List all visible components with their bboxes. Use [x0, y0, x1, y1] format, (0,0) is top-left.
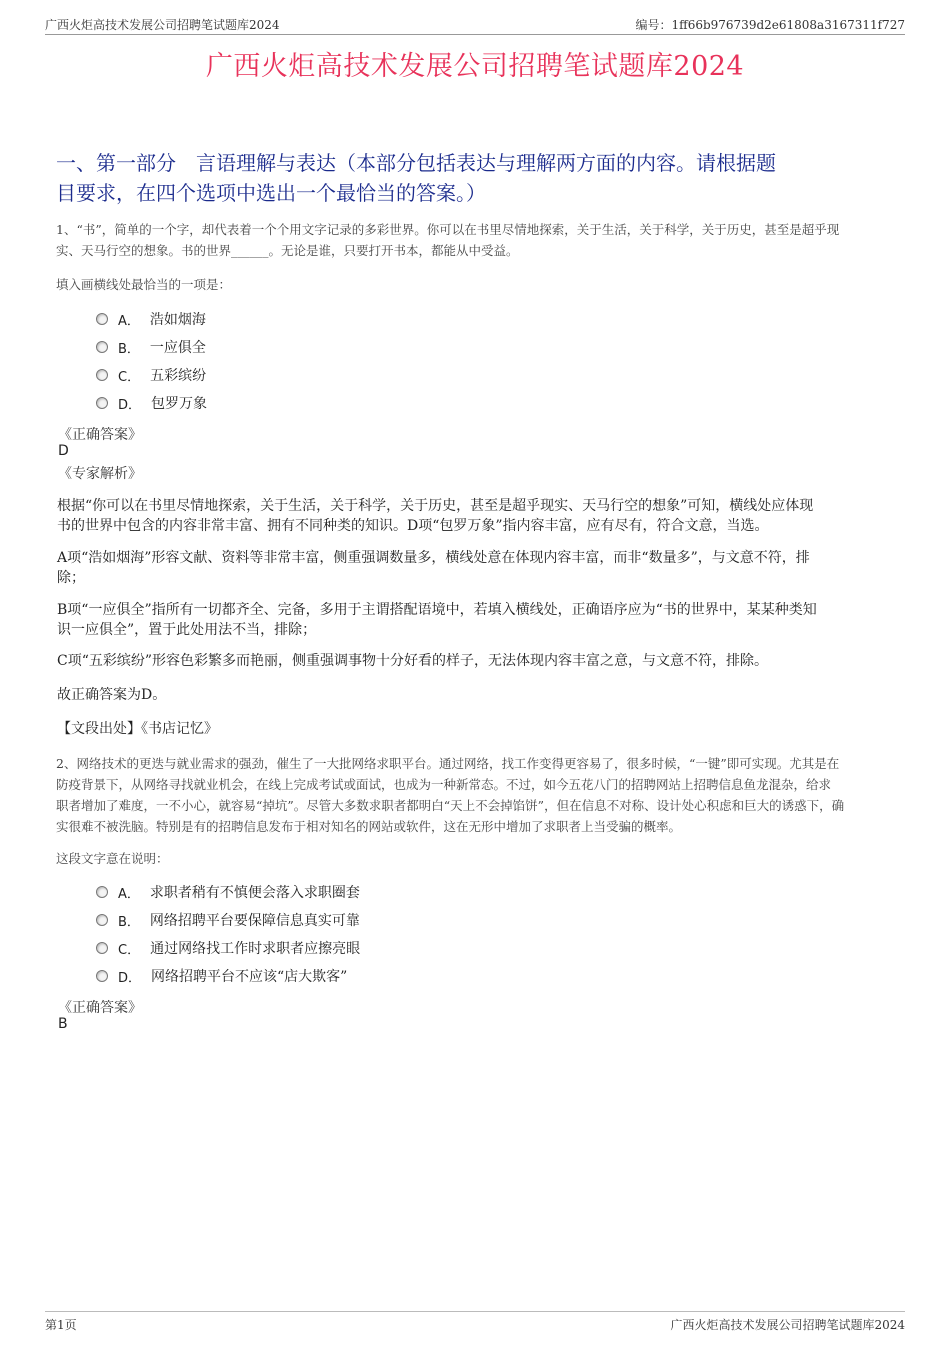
- question-1-option-a[interactable]: [96, 305, 207, 333]
- question-1-answer: D: [58, 443, 69, 459]
- radio-icon[interactable]: [96, 397, 108, 409]
- question-2-line: 职者增加了难度，一不小心，就容易“掉坑”。尽管大多数求职者都明白“天上不会掉馅饼”，但在信息不对称、设计处心积虑和巨大的诱惑下，确: [56, 798, 845, 813]
- option-letter: B．: [118, 914, 140, 930]
- analysis-paragraph: [57, 651, 888, 671]
- option-text: 网络招聘平台不应该“店大欺客”: [151, 969, 348, 985]
- question-1-option-d[interactable]: [96, 389, 207, 417]
- document-title: 广西火炬高技术发展公司招聘笔试题库2024: [205, 51, 745, 82]
- option-letter: D．: [118, 397, 142, 413]
- option-letter: C．: [118, 369, 141, 385]
- option-text: 求职者稍有不慎便会落入求职圈套: [149, 885, 360, 901]
- analysis-line: 书的世界中包含的内容非常丰富、拥有不同种类的知识。D项“包罗万象”指内容丰富，应有尽有，符合文意，当选。: [57, 518, 769, 534]
- option-letter: B．: [118, 341, 140, 357]
- option-text: 浩如烟海: [149, 312, 206, 328]
- option-text: 包罗万象: [151, 396, 208, 412]
- question-2-answer: B: [58, 1016, 68, 1032]
- radio-icon[interactable]: [96, 369, 108, 381]
- analysis-line: 根据“你可以在书里尽情地探索，关于生活，关于科学，关于历史，甚至是超乎现实、天马行空的想象”可知，横线处应体现: [57, 498, 814, 514]
- section-heading-line2: 目要求，在四个选项中选出一个最恰当的答案。）: [56, 181, 486, 205]
- question-2-option-d[interactable]: [96, 962, 360, 990]
- page-number: 第1页: [45, 1318, 77, 1332]
- question-1-prompt: 填入画横线处最恰当的一项是：: [56, 277, 232, 292]
- option-text: 通过网络找工作时求职者应擦亮眼: [150, 941, 361, 957]
- question-1-source: 【文段出处】《书店记忆》: [57, 721, 218, 737]
- option-text: 网络招聘平台要保障信息真实可靠: [149, 913, 360, 929]
- question-1-line1: 1、“书”，简单的一个字，却代表着一个个用文字记录的多彩世界。你可以在书里尽情地探索，关于生活，关于科学，关于历史，甚至是超乎现: [56, 222, 840, 237]
- analysis-line: 识一应俱全”，置于此处用法不当，排除；: [57, 622, 317, 638]
- analysis-line: 除；: [57, 570, 85, 586]
- question-2-prompt: 这段文字意在说明：: [56, 851, 169, 866]
- analysis-conclusion: [57, 685, 888, 705]
- page-header: [45, 14, 905, 35]
- question-1-option-b[interactable]: [96, 333, 207, 361]
- option-letter: C．: [118, 942, 141, 958]
- section-heading-line1: 一、第一部分 言语理解与表达（本部分包括表达与理解两方面的内容。请根据题: [56, 151, 776, 175]
- question-2-options: [96, 878, 360, 990]
- question-1-options: [96, 305, 207, 417]
- question-2-line: 防疫背景下，从网络寻找就业机会，在线上完成考试或面试，也成为一种新常态。不过，如今五花八门的招聘网站上招聘信息鱼龙混杂，给求: [56, 777, 832, 792]
- analysis-line: B项“一应俱全”指所有一切都齐全、完备，多用于主谓搭配语境中，若填入横线处，正确语序应为“书的世界中，某某种类知: [57, 602, 817, 618]
- analysis-paragraph: [57, 496, 888, 536]
- radio-icon[interactable]: [96, 914, 108, 926]
- question-2-answer-label: 《正确答案》: [58, 1000, 142, 1016]
- question-1-line2: 实、天马行空的想象。书的世界______。无论是谁，只要打开书本，都能从中受益。: [56, 243, 519, 258]
- question-1-answer-label: 《正确答案》: [58, 427, 142, 443]
- analysis-paragraph: [57, 600, 888, 640]
- radio-icon[interactable]: [96, 942, 108, 954]
- question-2-line: 2、网络技术的更迭与就业需求的强劲，催生了一大批网络求职平台。通过网络，找工作变得更容易了，很多时候，“一键”即可实现。尤其是在: [56, 756, 840, 771]
- option-letter: D．: [118, 970, 142, 986]
- page-footer: [45, 1311, 905, 1332]
- option-letter: A．: [118, 886, 140, 902]
- radio-icon[interactable]: [96, 341, 108, 353]
- question-2-option-c[interactable]: [96, 934, 360, 962]
- header-left-title: 广西火炬高技术发展公司招聘笔试题库2024: [45, 18, 280, 32]
- question-2-option-b[interactable]: [96, 906, 360, 934]
- question-2-option-a[interactable]: [96, 878, 360, 906]
- option-letter: A．: [118, 313, 140, 329]
- question-1-analysis-label: 《专家解析》: [58, 466, 142, 482]
- radio-icon[interactable]: [96, 970, 108, 982]
- analysis-line: A项“浩如烟海”形容文献、资料等非常丰富，侧重强调数量多，横线处意在体现内容丰富，而非“数量多”，与文意不符，排: [57, 550, 810, 566]
- analysis-paragraph: [57, 548, 888, 588]
- radio-icon[interactable]: [96, 313, 108, 325]
- option-text: 一应俱全: [149, 340, 206, 356]
- question-2-text: [56, 753, 898, 837]
- question-1-option-c[interactable]: [96, 361, 207, 389]
- question-1-text: [56, 219, 898, 261]
- footer-title: 广西火炬高技术发展公司招聘笔试题库2024: [670, 1318, 905, 1332]
- analysis-line: C项“五彩缤纷”形容色彩繁多而艳丽，侧重强调事物十分好看的样子，无法体现内容丰富之意，与文意不符，排除。: [57, 653, 769, 669]
- section-heading: [56, 148, 890, 208]
- option-text: 五彩缤纷: [150, 368, 207, 384]
- header-doc-number: 编号：1ff66b976739d2e61808a3167311f727: [635, 18, 905, 32]
- radio-icon[interactable]: [96, 886, 108, 898]
- question-2-line: 实很难不被洗脑。特别是有的招聘信息发布于相对知名的网站或软件，这在无形中增加了求职者上当受骗的概率。: [56, 819, 682, 834]
- analysis-line: 故正确答案为D。: [57, 687, 167, 703]
